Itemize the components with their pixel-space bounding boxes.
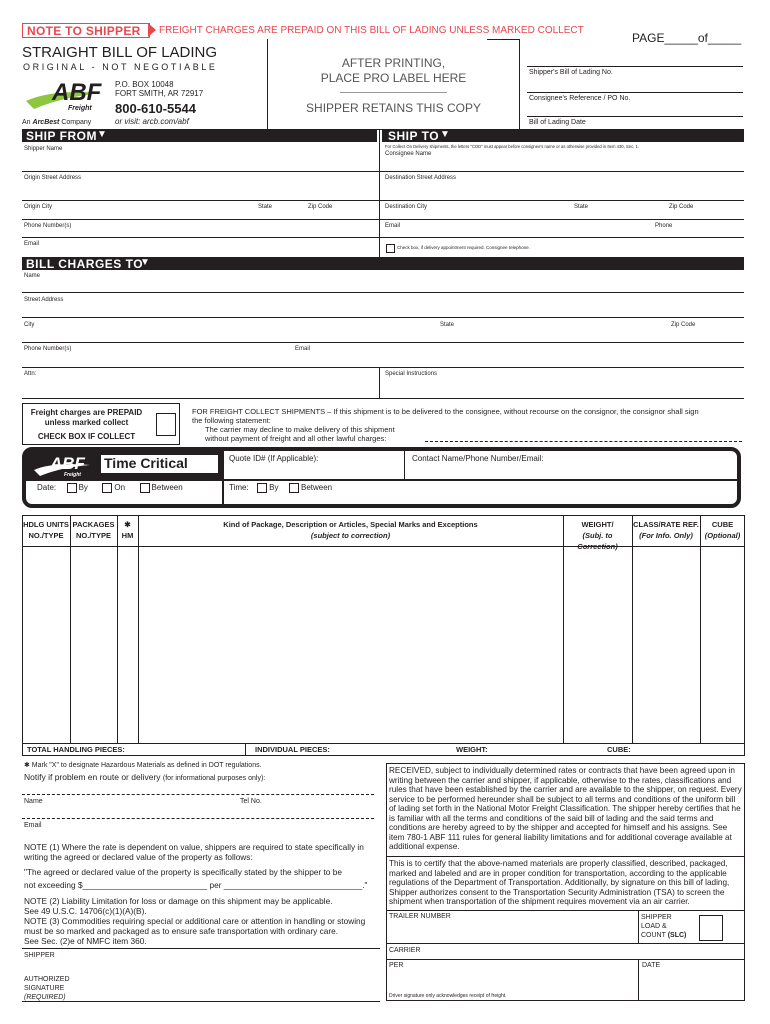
col-hdlg: HDLG UNITS NO./TYPE	[23, 520, 69, 540]
note-tag-arrow	[148, 23, 156, 37]
date-field[interactable]: DATE	[642, 962, 661, 969]
bill-charges-bar	[22, 257, 744, 270]
dest-zip-field[interactable]: Zip Code	[669, 204, 694, 210]
arcbest-line: An ArcBest Company	[22, 119, 92, 126]
collect-signature-line[interactable]	[425, 441, 742, 442]
note-tag-text: NOTE TO SHIPPER	[27, 24, 141, 38]
tc-date-between-checkbox[interactable]	[140, 483, 150, 493]
origin-zip-field[interactable]: Zip Code	[308, 204, 333, 210]
origin-state-field[interactable]: State	[258, 204, 273, 210]
shipper-signature-label[interactable]: SHIPPER	[24, 952, 55, 959]
consignee-name-field[interactable]: Consignee Name	[385, 151, 432, 157]
dest-state-field[interactable]: State	[574, 204, 589, 210]
dest-city-field[interactable]: Destination City	[385, 204, 428, 210]
origin-city-field[interactable]: Origin City	[24, 204, 53, 210]
contact-field[interactable]: Contact Name/Phone Number/Email:	[412, 454, 544, 463]
abf-tc-logo	[32, 452, 94, 478]
total-cube[interactable]: CUBE:	[607, 745, 631, 754]
cod-note: For Collect On Delivery shipments, the letters "COD" must appear before consignee's name or as otherwise provided in Item 430, Sec. 1.	[385, 144, 639, 149]
dest-street-field[interactable]: Destination Street Address	[385, 175, 457, 181]
individual-pieces[interactable]: INDIVIDUAL PIECES:	[255, 745, 330, 754]
shipper-bol-label[interactable]: Shipper's Bill of Lading No.	[529, 69, 613, 76]
dest-phone-field[interactable]: Phone	[655, 223, 673, 229]
collect-statement-3: The carrier may decline to make delivery of this shipment	[205, 425, 395, 434]
notify-email-field[interactable]: Email	[24, 822, 42, 829]
abf-logo	[22, 73, 110, 119]
ship-to-title: SHIP TO	[388, 129, 440, 143]
agreed-value: "The agreed or declared value of the property is specifically stated by the shipper to be	[24, 867, 342, 877]
trailer-number-field[interactable]: TRAILER NUMBER	[389, 913, 451, 920]
dest-email-field[interactable]: Email	[385, 223, 401, 229]
quote-id-field[interactable]: Quote ID# (If Applicable):	[229, 454, 319, 463]
col-cube: CUBE (Optional)	[704, 520, 741, 540]
tc-time-between-checkbox[interactable]	[289, 483, 299, 493]
down-arrow-icon: ▼	[140, 257, 151, 268]
col-hm: ✱ HM	[121, 520, 134, 540]
appointment-label: Check box, if delivery appointment required. Consignee telephone.	[397, 245, 530, 250]
slc-checkbox[interactable]	[699, 915, 723, 941]
form-title: STRAIGHT BILL OF LADING	[22, 44, 218, 61]
page-of[interactable]: PAGE_____of_____	[632, 31, 742, 45]
time-critical-title: Time Critical	[104, 455, 188, 471]
phone-number: 800-610-5544	[115, 101, 196, 116]
notify-name-field[interactable]: Name	[24, 798, 43, 805]
shipper-retains: SHIPPER RETAINS THIS COPY	[306, 101, 481, 115]
prepaid-box	[22, 403, 180, 445]
bill-phone-field[interactable]: Phone Number(s)	[24, 346, 72, 352]
bill-email-field[interactable]: Email	[295, 346, 311, 352]
bill-attn-field[interactable]: Attn:	[24, 371, 37, 377]
see-nmfc: See Sec. (2)e of NMFC item 360.	[24, 936, 147, 946]
col-kind: Kind of Package, Description or Articles, Special Marks and Exceptions (subject to correction)	[223, 520, 478, 540]
ship-from-bar	[22, 129, 377, 142]
note-2: NOTE (2) Liability Limitation for loss or damage on this shipment may be applicable.	[24, 896, 333, 906]
tc-time-label: Time:	[229, 483, 249, 493]
items-table	[22, 515, 745, 756]
total-weight[interactable]: WEIGHT:	[456, 745, 488, 754]
tc-date-row: Date: By On Between	[37, 483, 183, 493]
prepaid-notice: FREIGHT CHARGES ARE PREPAID ON THIS BILL OF LADING UNLESS MARKED COLLECT	[159, 25, 584, 36]
driver-note: Driver signature only acknowledges receipt of freight.	[389, 993, 507, 999]
ship-from-title: SHIP FROM	[26, 129, 97, 143]
hazmat-note: ✱ Mark "X" to designate Hazardous Materials as defined in DOT regulations.	[24, 762, 262, 769]
visit-url: or visit: arcb.com/abf	[115, 117, 189, 126]
tc-date-by-checkbox[interactable]	[67, 483, 77, 493]
total-handling-pieces[interactable]: TOTAL HANDLING PIECES:	[27, 745, 125, 754]
received-terms: RECEIVED, subject to individually determined rates or contracts that have been agreed upon in writing between the carrier and shipper, if applicable, otherwise to the rates, classifications and rules that have been established by the carrier and are available to the shipper, on request. Every service to be performed hereunder shall be subject to all terms and conditions of the uniform bill of lading set forth in the National Motor Freight Classification. The shipper hereby certifies that he is familiar with all the terms and conditions of the said bill of lading and the said terms and conditions are hereby agreed to by the shipper and accepted for himself and his assigns. See item 780-1 ABF 111 rules for general liability limitations and for additional coverage available at additional expense.	[389, 766, 742, 851]
appointment-checkbox[interactable]	[386, 244, 395, 253]
svg-text:ABF: ABF	[50, 454, 85, 473]
consignee-ref-label[interactable]: Consignee's Reference / PO No.	[529, 95, 631, 102]
ship-to-bar	[382, 129, 744, 142]
prepaid-line1: Freight charges are PREPAID	[30, 408, 143, 417]
shipper-load-count: SHIPPER LOAD & COUNT (SLC)	[641, 914, 687, 939]
bill-name-field[interactable]: Name	[24, 273, 41, 279]
bill-state-field[interactable]: State	[440, 322, 455, 328]
origin-street-field[interactable]: Origin Street Address	[24, 175, 82, 181]
col-weight: WEIGHT/ (Subj. to Correction)	[577, 520, 618, 551]
notify-tel-field[interactable]: Tel No.	[240, 798, 262, 805]
tc-date-on-checkbox[interactable]	[102, 483, 112, 493]
bill-zip-field[interactable]: Zip Code	[671, 322, 696, 328]
collect-statement-4: without payment of freight and all other lawful charges:	[205, 434, 387, 443]
tc-date-label: Date:	[37, 483, 57, 493]
tc-time-by-checkbox[interactable]	[257, 483, 267, 493]
origin-email-field[interactable]: Email	[24, 241, 40, 247]
form-subtitle: ORIGINAL - NOT NEGOTIABLE	[23, 62, 218, 72]
collect-statement-1: FOR FREIGHT COLLECT SHIPMENTS – If this shipment is to be delivered to the consignee, without recourse on the consignor, the consignor shall sign	[192, 407, 699, 416]
tc-time-row: Time: By Between	[229, 483, 333, 493]
svg-text:Freight: Freight	[64, 472, 81, 478]
bill-street-field[interactable]: Street Address	[24, 297, 64, 303]
po-box: P.O. BOX 10048	[115, 80, 174, 89]
certify-terms: This is to certify that the above-named materials are properly classified, described, packaged, marked and labeled and are in proper condition for transportation, according to the applicable regulations of the Department of Transportation. Additionally, by signature on this bill of lading, Shipper authorizes consent to the Transportation Security Administration (TSA) to screen the shipment when transportation of the shipment requires movement via an air carrier.	[389, 859, 730, 906]
prepaid-line3: CHECK BOX IF COLLECT	[37, 432, 136, 441]
notify-line: Notify if problem en route or delivery (for informational purposes only):	[24, 772, 266, 782]
svg-text:Freight: Freight	[68, 105, 92, 112]
note-to-shipper-tag	[22, 23, 150, 38]
down-arrow-icon: ▼	[440, 129, 451, 140]
place-pro-label: PLACE PRO LABEL HERE	[320, 71, 467, 85]
special-instructions-field[interactable]: Special Instructions	[385, 371, 438, 377]
bill-city-field[interactable]: City	[24, 322, 35, 328]
not-exceeding[interactable]: not exceeding $___________________________ per ______________________________."	[24, 880, 368, 890]
per-field[interactable]: PER	[389, 962, 404, 969]
origin-phone-field[interactable]: Phone Number(s)	[24, 223, 72, 229]
carrier-field[interactable]: CARRIER	[389, 947, 421, 954]
collect-checkbox[interactable]	[156, 413, 176, 436]
city-address: FORT SMITH, AR 72917	[115, 89, 204, 98]
after-printing: AFTER PRINTING,	[341, 56, 446, 70]
note-3: NOTE (3) Commodities requiring special or additional care or attention in handling or stowing must be so marked and packaged as to ensure safe transportation with ordinary care.	[24, 916, 366, 936]
shipper-name-field[interactable]: Shipper Name	[24, 146, 63, 152]
collect-statement-2: the following statement:	[192, 416, 271, 425]
col-class: CLASS/RATE REF. (For Info. Only)	[633, 520, 699, 540]
bol-date-label[interactable]: Bill of Lading Date	[529, 119, 586, 126]
note-1: NOTE (1) Where the rate is dependent on value, shippers are required to state specifically in writing the agreed or declared value of the property as follows:	[24, 842, 364, 862]
col-packages: PACKAGES NO./TYPE	[72, 520, 115, 540]
bill-charges-title: BILL CHARGES TO	[26, 257, 144, 271]
abf-logo-text: ABF	[52, 79, 102, 106]
see-49-usc: See 49 U.S.C. 14706(c)(1)(A)(B).	[24, 906, 147, 916]
down-arrow-icon: ▼	[97, 129, 108, 140]
prepaid-line2: unless marked collect	[44, 418, 129, 427]
authorized-signature[interactable]: AUTHORIZED SIGNATURE (REQUIRED)	[24, 976, 70, 1001]
